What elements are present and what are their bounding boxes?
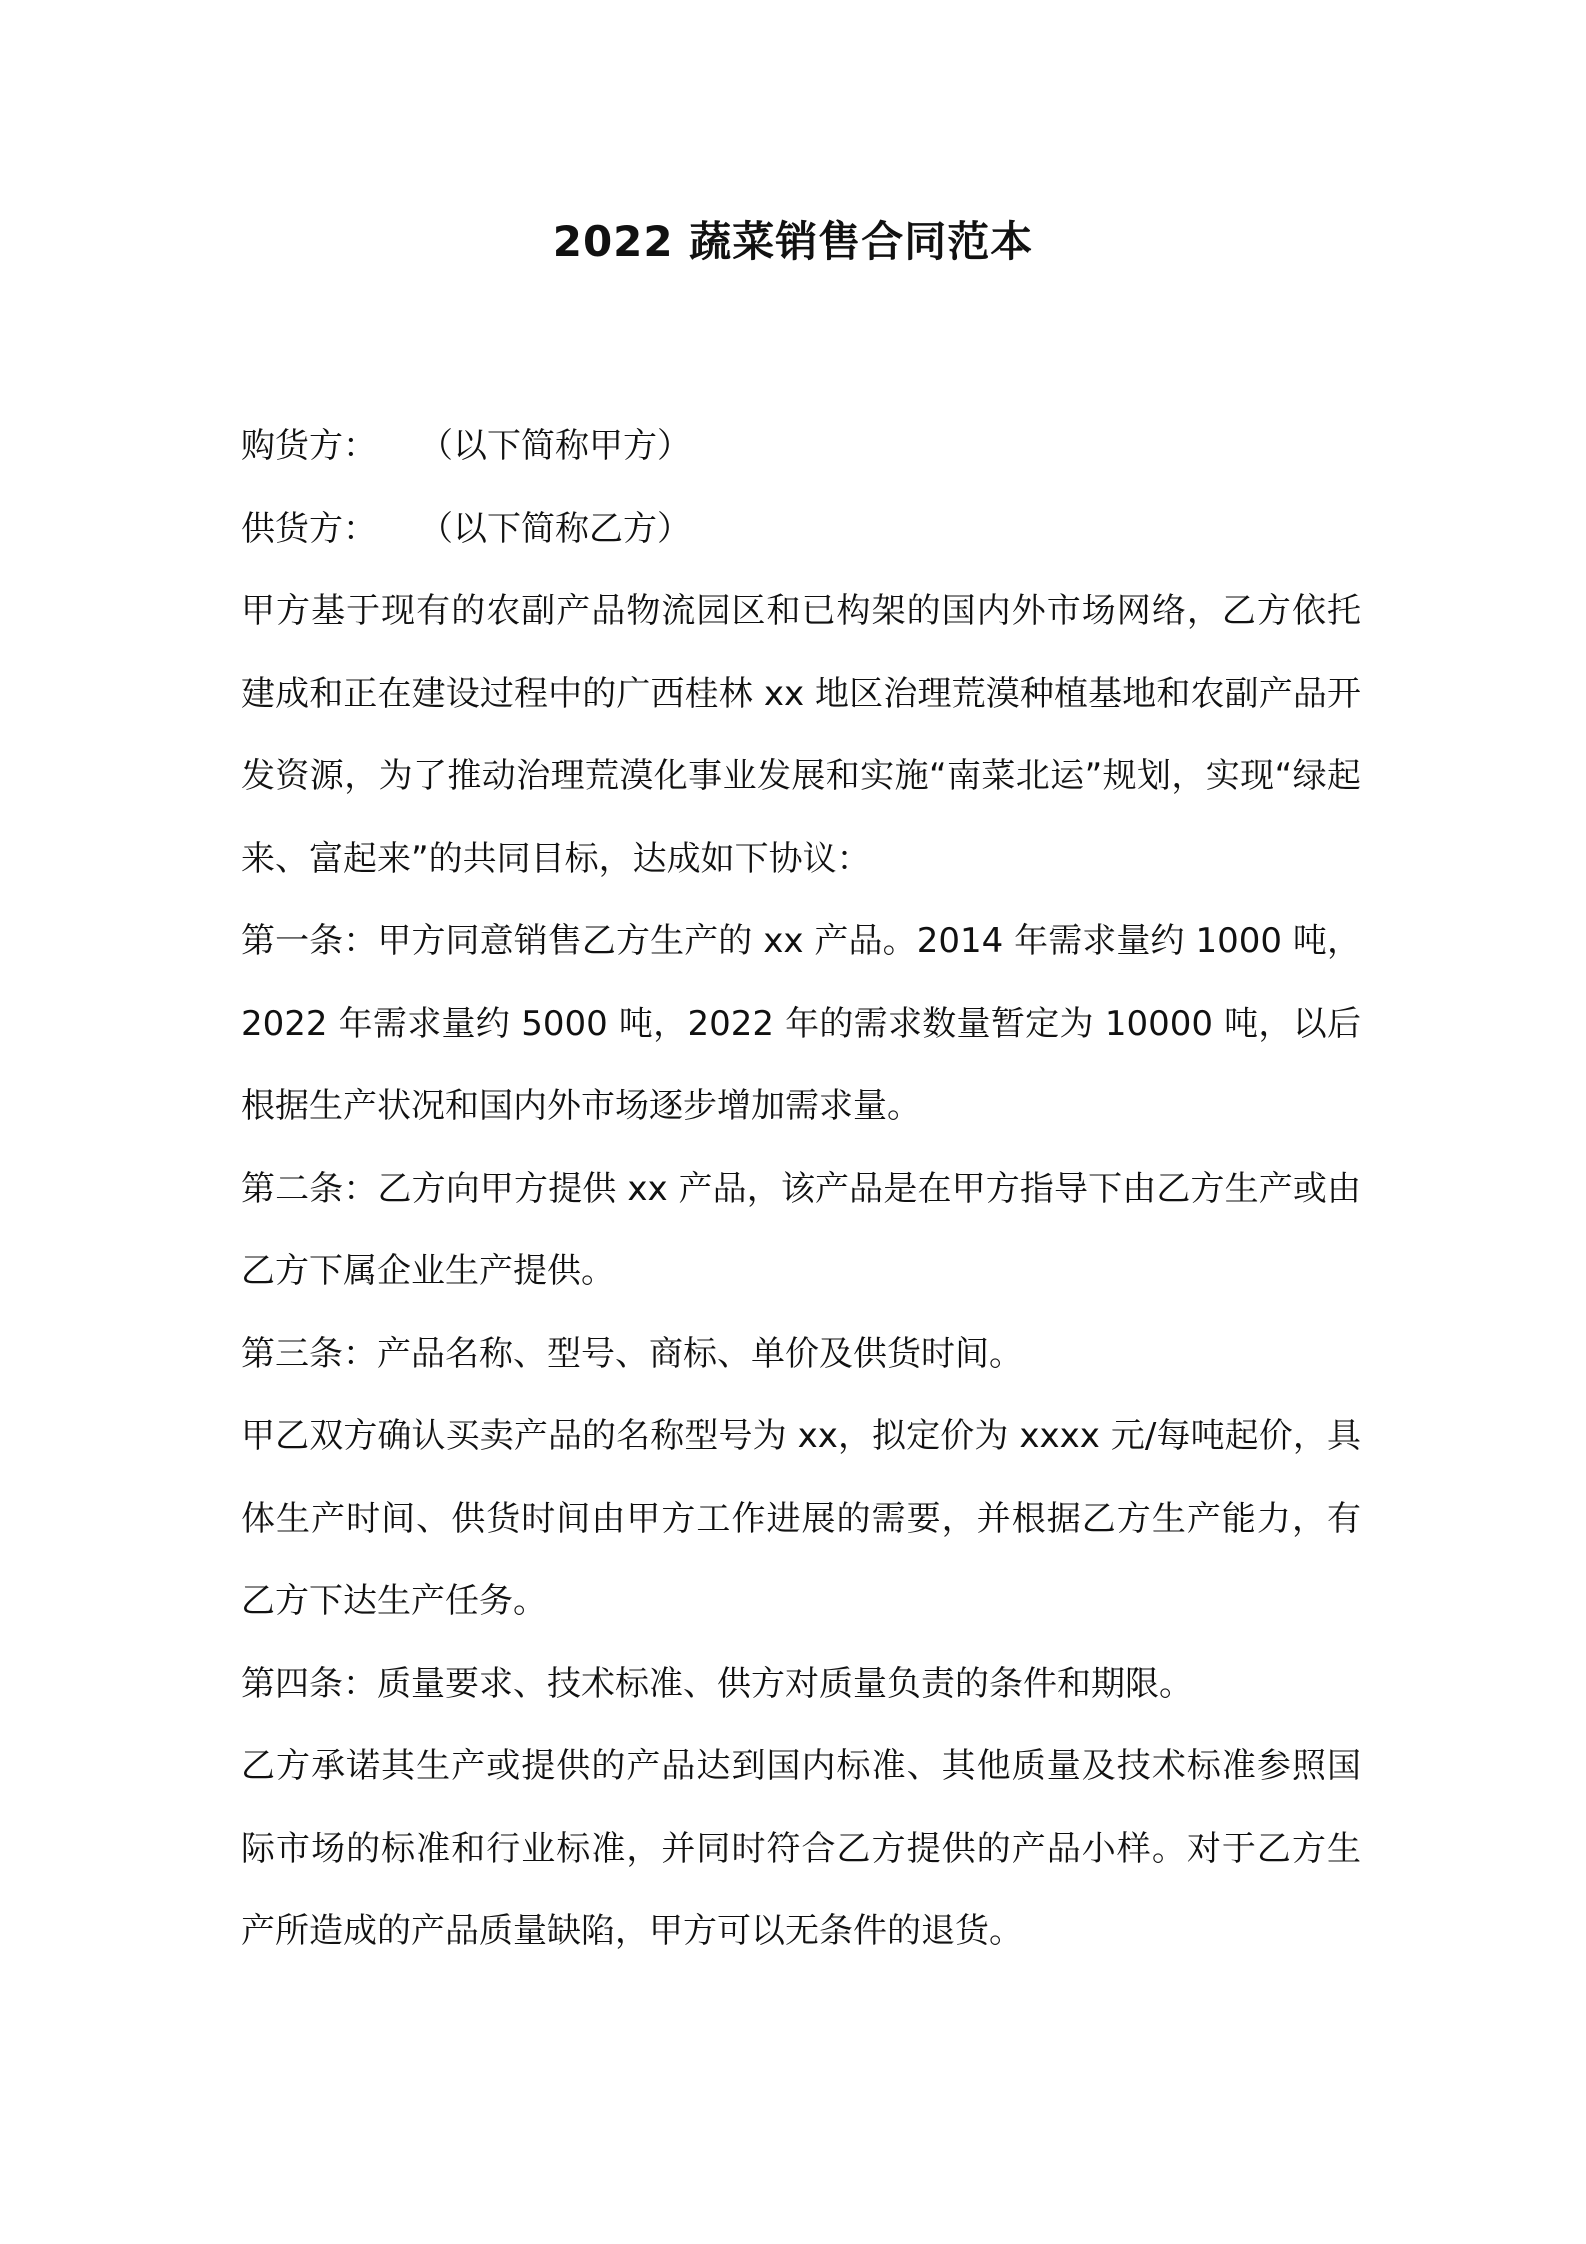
supplier-note: （以下简称乙方） <box>419 508 691 549</box>
article-4-paragraph: 乙方承诺其生产或提供的产品达到国内标准、其他质量及技术标准参照国际市场的标准和行业标准，并同时符合乙方提供的产品小样。对于乙方生产所造成的产品质量缺陷，甲方可以无条件的退货。 <box>241 1746 1361 1951</box>
preamble-paragraph: 甲方基于现有的农副产品物流园区和已构架的国内外市场网络，乙方依托建成和正在建设过程中的广西桂林 xx 地区治理荒漠种植基地和农副产品开发资源，为了推动治理荒漠化事业发展和实施“南菜北运”规划，实现“绿起来、富起来”的共同目标，达成如下协议： <box>241 591 1361 879</box>
article-3-heading: 第三条：产品名称、型号、商标、单价及供货时间。 <box>241 1333 1023 1374</box>
article-1-paragraph: 第一条：甲方同意销售乙方生产的 xx 产品。2014 年需求量约 1000 吨，2022 年需求量约 5000 吨，2022 年的需求数量暂定为 10000 吨，以后根据生产状况和国内外市场逐步增加需求量。 <box>241 921 1361 1126</box>
document-body <box>241 405 1361 1973</box>
article-4-heading: 第四条：质量要求、技术标准、供方对质量负责的条件和期限。 <box>241 1663 1193 1704</box>
supplier-label: 供货方： <box>241 508 377 549</box>
buyer-label: 购货方： <box>241 426 377 466</box>
article-3-paragraph: 甲乙双方确认买卖产品的名称型号为 xx，拟定价为 xxxx 元/每吨起价，具体生产时间、供货时间由甲方工作进展的需要，并根据乙方生产能力，有乙方下达生产任务。 <box>241 1416 1361 1621</box>
buyer-line <box>241 405 1361 488</box>
buyer-note: （以下简称甲方） <box>419 426 691 466</box>
document-title: 2022 蔬菜销售合同范本 <box>552 217 1034 266</box>
article-2-paragraph: 第二条：乙方向甲方提供 xx 产品，该产品是在甲方指导下由乙方生产或由乙方下属企业生产提供。 <box>241 1168 1361 1291</box>
supplier-line <box>241 488 1361 571</box>
